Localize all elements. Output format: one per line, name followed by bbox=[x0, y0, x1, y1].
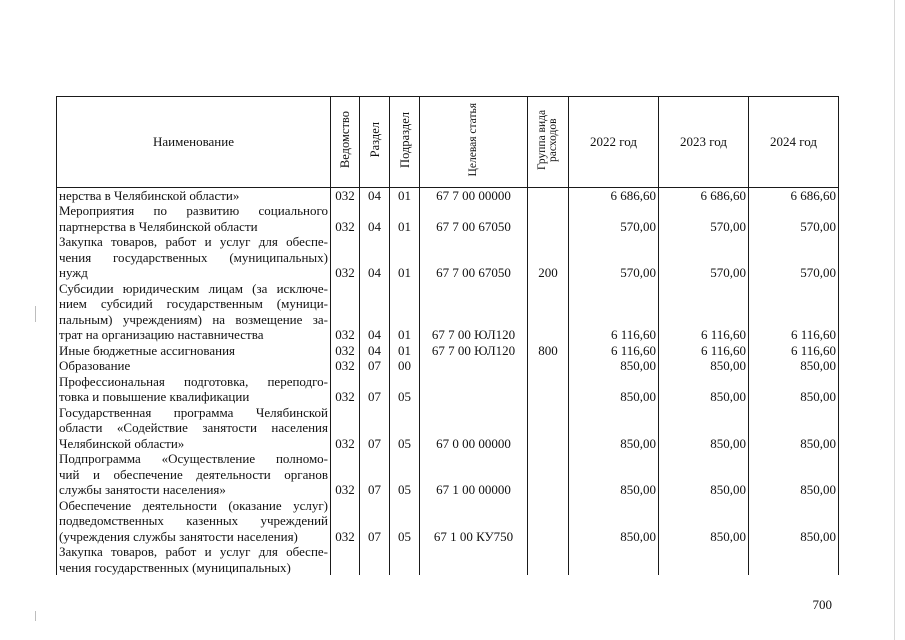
cell-name-line: (учреждения службы занятости населения) bbox=[59, 528, 298, 544]
cell-department: 032 bbox=[331, 187, 360, 203]
cell-section bbox=[360, 544, 390, 575]
cell-value-2023: 6 116,60 bbox=[659, 281, 749, 343]
cell-name-line: Профессиональная подготовка, переподго- bbox=[59, 373, 328, 389]
cell-value-2022: 570,00 bbox=[569, 203, 659, 234]
cell-name-line: Закупка товаров, работ и услуг для обеспе- bbox=[59, 234, 328, 249]
cell-target: 67 1 00 00000 bbox=[420, 451, 528, 498]
cell-value-2024: 6 686,60 bbox=[749, 187, 839, 203]
cell-expense-group bbox=[528, 405, 569, 452]
cell-value-2023: 850,00 bbox=[659, 358, 749, 374]
cell-target: 67 7 00 ЮЛ120 bbox=[420, 281, 528, 343]
cell-department: 032 bbox=[331, 405, 360, 452]
cell-value-2022: 6 116,60 bbox=[569, 343, 659, 359]
header-expense-group: Группа вида расходов bbox=[528, 97, 569, 188]
table-header-row bbox=[57, 97, 839, 188]
table-row bbox=[57, 544, 839, 575]
cell-name-line: нужд bbox=[59, 265, 88, 280]
cell-name bbox=[57, 405, 331, 452]
cell-department bbox=[331, 544, 360, 575]
cell-subsection: 05 bbox=[390, 498, 420, 545]
cell-name-line: чения государственных (муниципальных) bbox=[59, 559, 291, 575]
cell-subsection: 05 bbox=[390, 374, 420, 405]
cell-value-2022 bbox=[569, 544, 659, 575]
cell-section: 04 bbox=[360, 203, 390, 234]
header-year-2023: 2023 год bbox=[659, 97, 749, 188]
table-row bbox=[57, 343, 839, 359]
cell-department: 032 bbox=[331, 358, 360, 374]
cell-name-line: чий и обеспечение деятельности органов bbox=[59, 466, 328, 482]
cell-value-2023: 570,00 bbox=[659, 234, 749, 281]
cell-department: 032 bbox=[331, 498, 360, 545]
cell-name bbox=[57, 451, 331, 498]
cell-target: 67 7 00 67050 bbox=[420, 234, 528, 281]
cell-department: 032 bbox=[331, 374, 360, 405]
cell-department: 032 bbox=[331, 343, 360, 359]
table-row bbox=[57, 203, 839, 234]
cell-value-2024: 850,00 bbox=[749, 451, 839, 498]
cell-value-2024: 850,00 bbox=[749, 374, 839, 405]
cell-name bbox=[57, 203, 331, 234]
cell-subsection: 00 bbox=[390, 358, 420, 374]
cell-name-line: пальным) учреждениям) на возмещение за- bbox=[59, 311, 328, 327]
cell-name-line: Мероприятия по развитию социального bbox=[59, 203, 328, 218]
cell-subsection: 01 bbox=[390, 203, 420, 234]
cell-value-2024: 570,00 bbox=[749, 234, 839, 281]
table-row bbox=[57, 187, 839, 203]
table-row bbox=[57, 451, 839, 498]
cell-subsection: 01 bbox=[390, 343, 420, 359]
cell-value-2023: 850,00 bbox=[659, 405, 749, 452]
cell-expense-group bbox=[528, 498, 569, 545]
cell-section: 07 bbox=[360, 451, 390, 498]
cell-expense-group bbox=[528, 187, 569, 203]
cell-value-2024: 850,00 bbox=[749, 358, 839, 374]
cell-value-2024: 570,00 bbox=[749, 203, 839, 234]
cell-value-2022: 850,00 bbox=[569, 498, 659, 545]
table-row bbox=[57, 234, 839, 281]
cell-name bbox=[57, 544, 331, 575]
cell-subsection: 05 bbox=[390, 451, 420, 498]
cell-value-2024: 6 116,60 bbox=[749, 343, 839, 359]
cell-target: 67 7 00 67050 bbox=[420, 203, 528, 234]
cell-subsection: 01 bbox=[390, 234, 420, 281]
scan-artifact bbox=[894, 0, 895, 640]
cell-department: 032 bbox=[331, 234, 360, 281]
cell-value-2022: 6 116,60 bbox=[569, 281, 659, 343]
table-body bbox=[57, 187, 839, 575]
page-number: 700 bbox=[812, 597, 832, 612]
cell-expense-group bbox=[528, 281, 569, 343]
cell-name-line: Субсидии юридическим лицам (за исключе- bbox=[59, 280, 328, 296]
cell-target: 67 7 00 ЮЛ120 bbox=[420, 343, 528, 359]
cell-expense-group bbox=[528, 358, 569, 374]
cell-expense-group: 200 bbox=[528, 234, 569, 281]
cell-value-2023: 850,00 bbox=[659, 451, 749, 498]
cell-target bbox=[420, 544, 528, 575]
cell-department: 032 bbox=[331, 203, 360, 234]
header-subsection: Подраздел bbox=[390, 97, 420, 188]
cell-name-line: трат на организацию наставничества bbox=[59, 327, 264, 342]
cell-expense-group: 800 bbox=[528, 343, 569, 359]
cell-name-line: Челябинской области» bbox=[59, 435, 185, 451]
cell-value-2022: 850,00 bbox=[569, 358, 659, 374]
cell-name-line: нием субсидий государственным (муници- bbox=[59, 296, 328, 311]
cell-section: 04 bbox=[360, 343, 390, 359]
cell-name-line: Иные бюджетные ассигнования bbox=[59, 342, 236, 358]
cell-value-2023: 850,00 bbox=[659, 374, 749, 405]
cell-name-line: Подпрограмма «Осуществление полномо- bbox=[59, 451, 328, 466]
table-row bbox=[57, 374, 839, 405]
cell-name-line: области «Содействие занятости населения bbox=[59, 420, 328, 435]
cell-target: 67 7 00 00000 bbox=[420, 187, 528, 203]
table-row bbox=[57, 358, 839, 374]
cell-name bbox=[57, 358, 331, 374]
cell-value-2024: 6 116,60 bbox=[749, 281, 839, 343]
cell-value-2023: 6 116,60 bbox=[659, 343, 749, 359]
scan-artifact bbox=[35, 306, 36, 322]
cell-section: 07 bbox=[360, 498, 390, 545]
cell-value-2022: 850,00 bbox=[569, 405, 659, 452]
cell-value-2023: 570,00 bbox=[659, 203, 749, 234]
cell-value-2022: 6 686,60 bbox=[569, 187, 659, 203]
table-row bbox=[57, 281, 839, 343]
cell-expense-group bbox=[528, 374, 569, 405]
cell-value-2023: 6 686,60 bbox=[659, 187, 749, 203]
cell-section: 04 bbox=[360, 234, 390, 281]
table-row bbox=[57, 498, 839, 545]
cell-value-2022: 850,00 bbox=[569, 374, 659, 405]
cell-value-2022: 570,00 bbox=[569, 234, 659, 281]
cell-department: 032 bbox=[331, 281, 360, 343]
cell-subsection: 01 bbox=[390, 281, 420, 343]
cell-target: 67 0 00 00000 bbox=[420, 405, 528, 452]
cell-name bbox=[57, 374, 331, 405]
budget-table bbox=[56, 96, 839, 575]
cell-section: 04 bbox=[360, 187, 390, 203]
cell-name-line: товка и повышение квалификации bbox=[59, 389, 250, 404]
cell-expense-group bbox=[528, 451, 569, 498]
header-department: Ведомство bbox=[331, 97, 360, 188]
cell-section: 07 bbox=[360, 374, 390, 405]
cell-name-line: Государственная программа Челябинской bbox=[59, 404, 328, 420]
cell-expense-group bbox=[528, 203, 569, 234]
cell-value-2024: 850,00 bbox=[749, 405, 839, 452]
cell-value-2023: 850,00 bbox=[659, 498, 749, 545]
cell-name bbox=[57, 187, 331, 203]
scan-artifact bbox=[35, 611, 36, 621]
cell-section: 07 bbox=[360, 405, 390, 452]
cell-value-2024: 850,00 bbox=[749, 498, 839, 545]
header-year-2022: 2022 год bbox=[569, 97, 659, 188]
cell-name bbox=[57, 343, 331, 359]
cell-subsection: 05 bbox=[390, 405, 420, 452]
cell-name bbox=[57, 281, 331, 343]
cell-name-line: Образование bbox=[59, 358, 131, 373]
header-name: Наименование bbox=[57, 97, 331, 188]
header-year-2024: 2024 год bbox=[749, 97, 839, 188]
cell-name-line: Закупка товаров, работ и услуг для обеспе- bbox=[59, 544, 328, 559]
cell-name bbox=[57, 498, 331, 545]
cell-name-line: партнерства в Челябинской области bbox=[59, 218, 258, 234]
cell-name bbox=[57, 234, 331, 281]
cell-expense-group bbox=[528, 544, 569, 575]
cell-value-2024 bbox=[749, 544, 839, 575]
cell-target: 67 1 00 КУ750 bbox=[420, 498, 528, 545]
cell-section: 04 bbox=[360, 281, 390, 343]
table-row bbox=[57, 405, 839, 452]
cell-name-line: Обеспечение деятельности (оказание услуг) bbox=[59, 497, 328, 513]
header-target: Целевая статья bbox=[420, 97, 528, 188]
cell-target bbox=[420, 374, 528, 405]
cell-department: 032 bbox=[331, 451, 360, 498]
cell-section: 07 bbox=[360, 358, 390, 374]
cell-name-line: чения государственных (муниципальных) bbox=[59, 249, 328, 265]
header-section: Раздел bbox=[360, 97, 390, 188]
cell-subsection: 01 bbox=[390, 187, 420, 203]
cell-name-line: службы занятости населения» bbox=[59, 482, 226, 497]
cell-name-line: нерства в Челябинской области» bbox=[59, 187, 240, 203]
cell-value-2023 bbox=[659, 544, 749, 575]
cell-target bbox=[420, 358, 528, 374]
cell-name-line: подведомственных казенных учреждений bbox=[59, 513, 328, 528]
cell-value-2022: 850,00 bbox=[569, 451, 659, 498]
cell-subsection bbox=[390, 544, 420, 575]
